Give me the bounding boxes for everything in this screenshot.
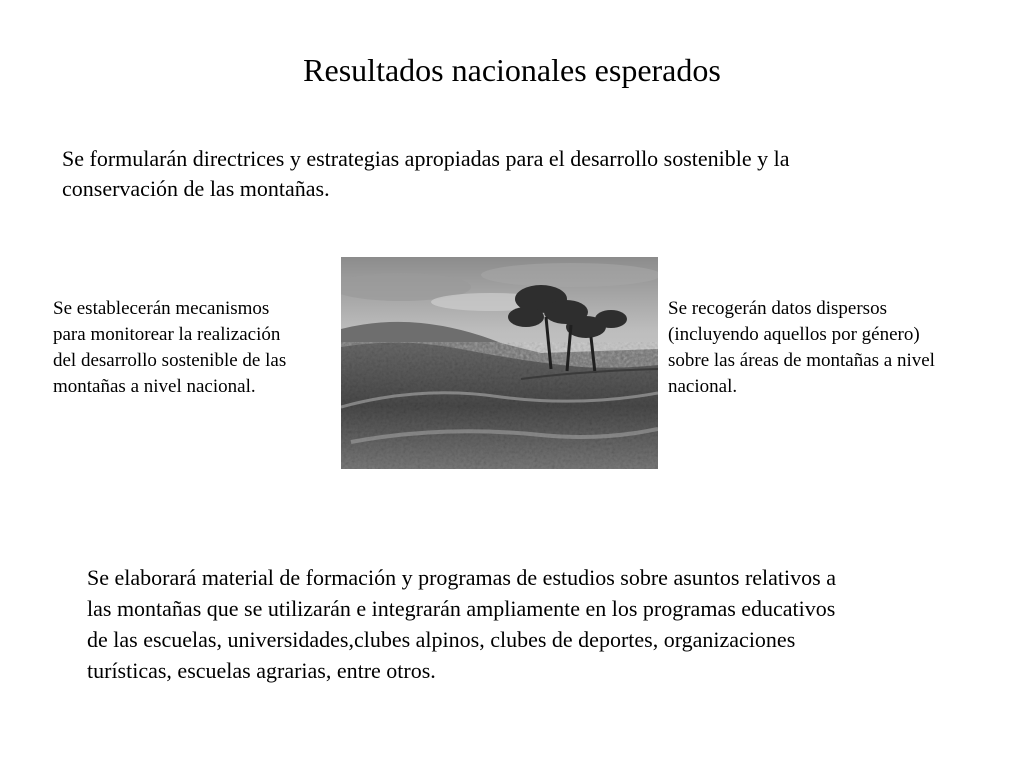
intro-line: conservación de las montañas. — [62, 176, 330, 201]
training-material-line: Se elaborará material de formación y programas de estudios sobre asuntos relativos a — [87, 565, 836, 590]
data-collection-line: Se recogerán datos dispersos — [668, 298, 887, 319]
data-collection-paragraph — [668, 296, 1008, 400]
monitoring-line: del desarrollo sostenible de las — [53, 350, 287, 371]
data-collection-line: nacional. — [668, 376, 738, 397]
monitoring-line: para monitorear la realización — [53, 324, 281, 345]
training-material-line: turísticas, escuelas agrarias, entre otros. — [87, 658, 436, 683]
monitoring-paragraph — [53, 296, 343, 400]
slide-title: Resultados nacionales esperados — [303, 52, 721, 88]
training-material-paragraph — [87, 562, 977, 686]
training-material-line: las montañas que se utilizarán e integrarán ampliamente en los programas educativos — [87, 596, 836, 621]
monitoring-line: montañas a nivel nacional. — [53, 376, 256, 397]
training-material-line: de las escuelas, universidades,clubes alpinos, clubes de deportes, organizaciones — [87, 627, 796, 652]
data-collection-line: (incluyendo aquellos por género) — [668, 324, 920, 345]
intro-line: Se formularán directrices y estrategias apropiadas para el desarrollo sostenible y la — [62, 146, 790, 171]
data-collection-line: sobre las áreas de montañas a nivel — [668, 350, 935, 371]
intro-paragraph — [62, 144, 962, 204]
monitoring-line: Se establecerán mecanismos — [53, 298, 270, 319]
mountain-landscape-photo — [341, 257, 658, 469]
